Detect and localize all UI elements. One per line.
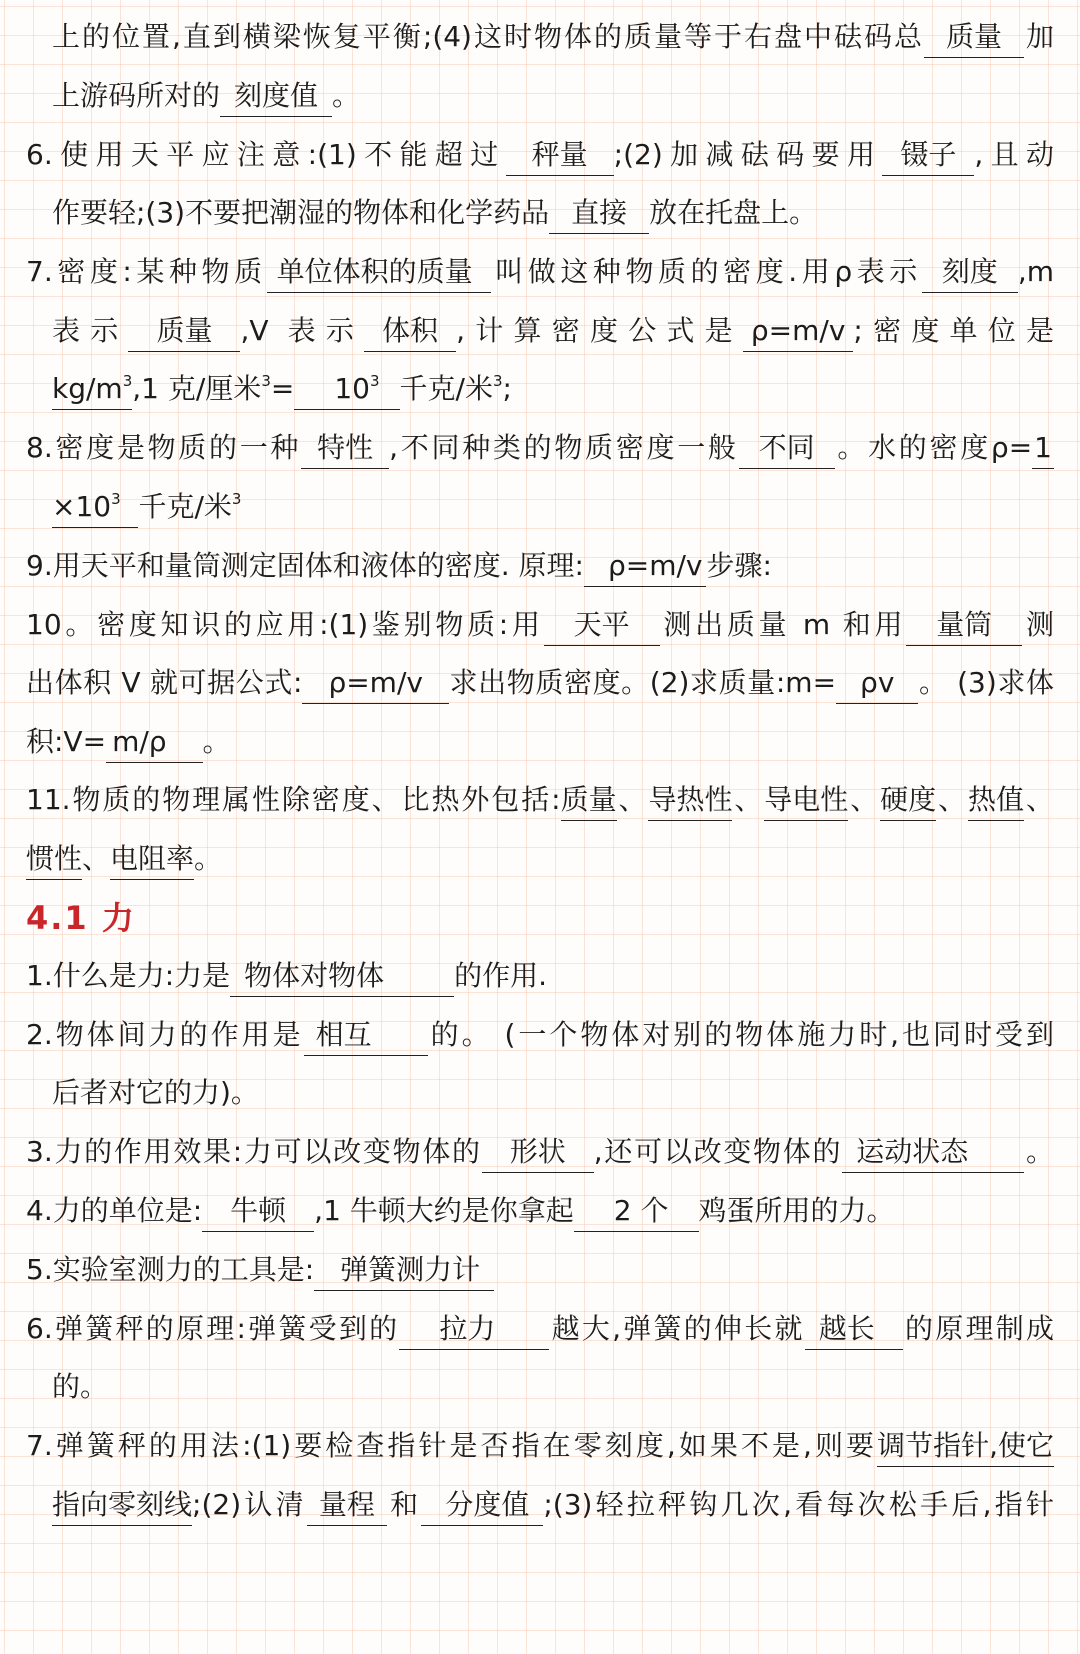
text-line — [0, 1127, 1080, 1177]
answer-blank: 物体对物体 — [230, 956, 454, 997]
line-text: 千克/米 — [399, 372, 493, 405]
line-text: 放在托盘上。 — [649, 196, 818, 229]
text-line — [0, 423, 1080, 473]
text-line: 惯性、电阻率。 — [0, 834, 1080, 884]
text-line — [0, 1186, 1080, 1236]
line-text: 。 — [202, 725, 231, 758]
property-item: 硬度 — [880, 780, 936, 821]
text-line: 11.物质的物理属性除密度、比热外包括:质量、导热性、导电性、硬度、热值、 — [0, 775, 1080, 825]
line-text: 5.实验室测力的工具是: — [26, 1253, 315, 1286]
answer-blank: 越长 — [805, 1309, 903, 1350]
line-text: 越大,弹簧的伸长就 — [549, 1312, 805, 1345]
line-text: 和 — [386, 1488, 422, 1521]
line-text: 鸡蛋所用的力。 — [698, 1194, 895, 1227]
line-text: 6.弹簧秤的原理:弹簧受到的 — [26, 1312, 400, 1345]
text-line: $kg/m^3,1$ 克/厘米$^3= 10^3$ 千克/米$^3$; — [0, 364, 1080, 414]
line-text: 求出物质密度。(2)求质量:m= — [448, 666, 837, 699]
property-item: 惯性 — [26, 839, 82, 880]
answer-blank: $10^3$ — [294, 369, 399, 410]
text-line — [0, 1068, 1080, 1118]
line-text: ;密度单位是 — [853, 314, 1055, 347]
answer-blank: 直接 — [549, 193, 649, 234]
answer-blank: 天平 — [544, 605, 660, 646]
text-line — [0, 541, 1080, 591]
section-heading: 4.1 力 — [26, 899, 136, 937]
line-text: 10。密度知识的应用:(1)鉴别物质:用 — [26, 608, 544, 641]
line-text: 的作用. — [454, 959, 548, 992]
text-line — [0, 130, 1080, 180]
property-item: 导电性 — [764, 780, 848, 821]
line-text: 步骤: — [706, 549, 772, 582]
answer-blank: 量程 — [307, 1485, 387, 1526]
answer-blank: 指向零刻线 — [52, 1485, 192, 1526]
answer-blank: 量筒 — [906, 605, 1022, 646]
line-text: ,m — [1017, 255, 1054, 288]
answer-blank: $kg/m^3$ — [52, 369, 132, 410]
property-item: 热值 — [968, 780, 1024, 821]
line-text: ,还可以改变物体的 — [593, 1135, 843, 1168]
answer-blank: ρ=m/v — [743, 311, 854, 352]
answer-blank: 分度值 — [421, 1485, 543, 1526]
line-text: ,1 克/厘米 — [132, 372, 262, 405]
answer-blank: 弹簧测力计 — [314, 1250, 494, 1291]
line-text: 7.密度:某种物质 — [26, 255, 267, 288]
text-line — [0, 951, 1080, 1001]
answer-blank: 单位体积的质量 — [267, 252, 491, 293]
line-text: ,不同种类的物质密度一般 — [389, 431, 739, 464]
property-item: 导热性 — [648, 780, 732, 821]
answer-blank: 牛顿 — [202, 1191, 314, 1232]
answer-blank: $\times 10^3$ — [52, 487, 138, 528]
property-item: 电阻率 — [110, 839, 194, 880]
answer-blank: ρv — [836, 663, 918, 704]
answer-blank: 刻度 — [922, 252, 1018, 293]
line-text: 千克/米 — [138, 490, 232, 523]
line-text: 测出质量 m 和用 — [659, 608, 907, 641]
answer-blank: 2 个 — [574, 1191, 699, 1232]
answer-blank: 刻度值 — [220, 76, 332, 117]
line-text: 的。 — [52, 1370, 109, 1403]
answer-blank: 质量 — [128, 311, 240, 352]
line-text: 表示 — [52, 314, 129, 347]
line-text: 6.使用天平应注意:(1)不能超过 — [26, 138, 506, 171]
text-line — [0, 658, 1080, 708]
answer-blank: 1 — [1032, 428, 1054, 469]
line-text: 。 — [1024, 1135, 1054, 1168]
answer-blank: 调节指针,使它 — [877, 1426, 1054, 1467]
line-text: ,计算密度公式是 — [456, 314, 743, 347]
text-line — [0, 306, 1080, 356]
answer-blank: 相互 — [304, 1015, 428, 1056]
line-text: 。 (3)求体 — [918, 666, 1054, 699]
answer-blank: 不同 — [739, 428, 835, 469]
text-line — [0, 1245, 1080, 1295]
text-line — [0, 12, 1080, 62]
text-line — [0, 1010, 1080, 1060]
line-text: ,V 表示 — [240, 314, 365, 347]
text-line — [0, 1362, 1080, 1412]
text-line — [0, 1480, 1080, 1530]
text-line — [0, 717, 1080, 767]
line-text: 出体积 V 就可据公式: — [26, 666, 303, 699]
line-text: 的。 (一个物体对别的物体施力时,也同时受到 — [427, 1018, 1055, 1051]
text-line — [0, 247, 1080, 297]
line-text: 后者对它的力)。 — [52, 1076, 259, 1109]
line-text: 1.什么是力:力是 — [26, 959, 231, 992]
answer-blank: 形状 — [482, 1132, 594, 1173]
line-text: 积:V= — [26, 725, 107, 758]
answer-blank: ρ=m/v — [584, 546, 707, 587]
line-text: 加 — [1024, 20, 1054, 53]
line-text: 作要轻;(3)不要把潮湿的物体和化学药品 — [52, 196, 550, 229]
answer-blank: 特性 — [301, 428, 389, 469]
line-text: 11.物质的物理属性除密度、比热外包括: — [26, 783, 561, 816]
line-text: ; — [502, 372, 512, 405]
answer-blank: 质量 — [924, 17, 1024, 58]
answer-blank: m/ρ — [106, 722, 202, 763]
line-text: = — [270, 372, 295, 405]
line-text: 9.用天平和量筒测定固体和液体的密度. 原理: — [26, 549, 584, 582]
line-text: 上游码所对的 — [52, 79, 221, 112]
answer-blank: 秤量 — [506, 135, 614, 176]
answer-blank: ρ=m/v — [302, 663, 449, 704]
line-text: 叫做这种物质的密度.用ρ表示 — [490, 255, 922, 288]
line-text: ,1 牛顿大约是你拿起 — [314, 1194, 574, 1227]
property-item: 质量 — [561, 780, 617, 821]
line-text: 7.弹簧秤的用法:(1)要检查指针是否指在零刻度,如果不是,则要 — [26, 1429, 878, 1462]
line-text: ;(3)轻拉秤钩几次,看每次松手后,指针 — [543, 1488, 1054, 1521]
line-text: 。水的密度ρ= — [834, 431, 1033, 464]
line-text: 。 — [332, 79, 361, 112]
answer-blank: 运动状态 — [842, 1132, 1024, 1173]
line-text: 2.物体间力的作用是 — [26, 1018, 304, 1051]
line-text: 的原理制成 — [902, 1312, 1054, 1345]
line-text: ;(2)加减砝码要用 — [613, 138, 883, 171]
text-line — [0, 1304, 1080, 1354]
line-text: 8.密度是物质的一种 — [26, 431, 302, 464]
line-text: ;(2)认清 — [192, 1488, 307, 1521]
line-text: ,且动 — [974, 138, 1054, 171]
answer-blank: 镊子 — [882, 135, 974, 176]
line-text: 上的位置,直到横梁恢复平衡;(4)这时物体的质量等于右盘中砝码总 — [52, 20, 924, 53]
text-line — [0, 600, 1080, 650]
text-line — [0, 188, 1080, 238]
line-text: 测 — [1022, 608, 1054, 641]
answer-blank: 体积 — [364, 311, 456, 352]
line-text: 3.力的作用效果:力可以改变物体的 — [26, 1135, 482, 1168]
line-text: 4.力的单位是: — [26, 1194, 203, 1227]
text-line — [0, 1421, 1080, 1471]
text-line — [0, 71, 1080, 121]
answer-blank: 拉力 — [399, 1309, 549, 1350]
text-line: $\times 10^3$ 千克/米$^3$ — [0, 482, 1080, 532]
